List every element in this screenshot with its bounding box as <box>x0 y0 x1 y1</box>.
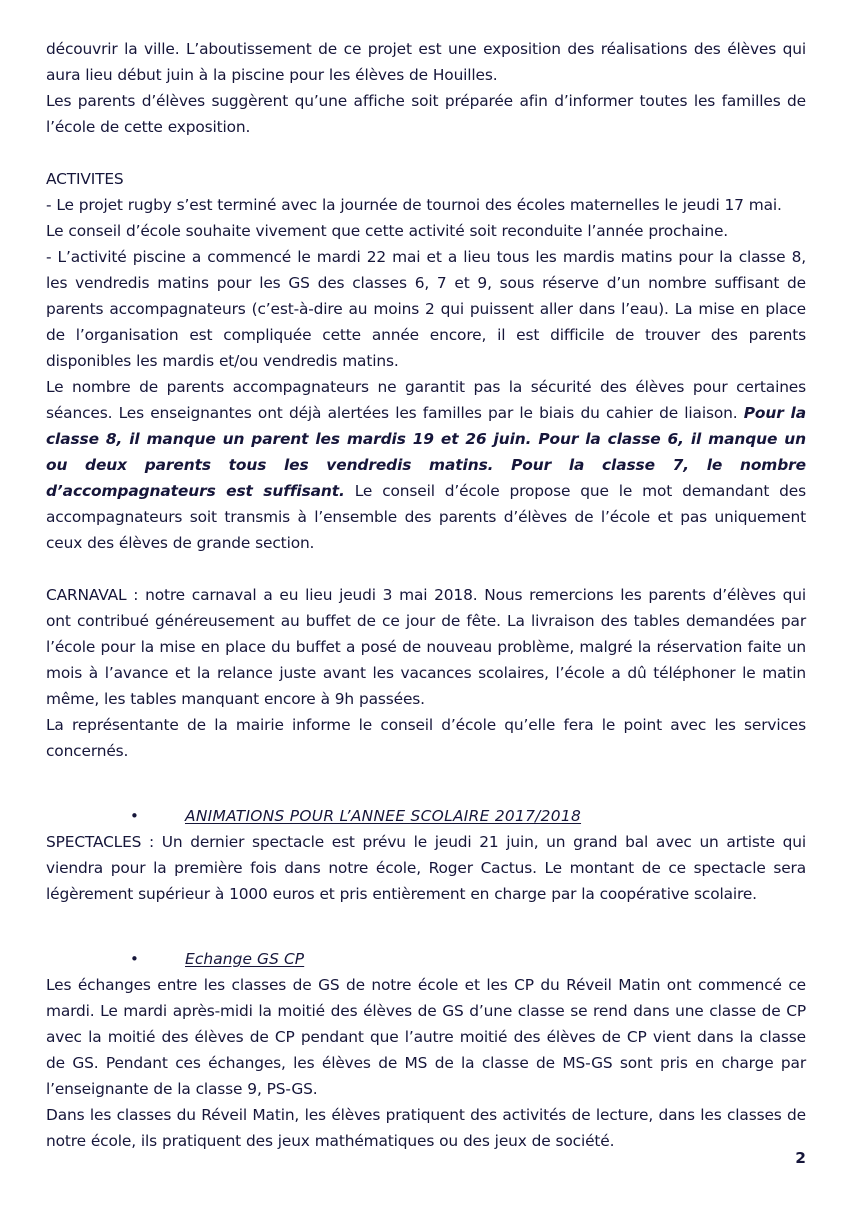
paragraph-reveil-matin: Dans les classes du Réveil Matin, les élèves pratiquent des activités de lecture, dans les classes de notre école, ils pratiquent des jeux mathématiques ou des jeux de société. <box>46 1106 806 1150</box>
securite-tail-text: Le conseil d’école propose que le mot demandant des accompagnateurs soit transmis à l’ensemble des parents d’élèves de l’école et pas uniquement ceux des élèves de grande section. <box>46 482 806 552</box>
paragraph-carnaval: CARNAVAL : notre carnaval a eu lieu jeudi 3 mai 2018. Nous remercions les parents d’élèves qui ont contribué généreusement au buffet de ce jour de fête. La livraison des tables demandées par l’école pour la mise en place du buffet a posé de nouveau problème, malgré la réservation faite un mois à l’avance et la relance juste avant les vacances scolaires, l’école a dû téléphoner le matin même, les tables manquant encore à 9h passées. <box>46 586 806 708</box>
paragraph-intro-affiche: Les parents d’élèves suggèrent qu’une affiche soit préparée afin d’informer toutes les familles de l’école de cette exposition. <box>46 92 806 136</box>
paragraph-intro-exposition: découvrir la ville. L’aboutissement de ce projet est une exposition des réalisations des élèves qui aura lieu début juin à la piscine pour les élèves de Houilles. <box>46 40 806 84</box>
paragraph-mairie: La représentante de la mairie informe le conseil d’école qu’elle fera le point avec les services concernés. <box>46 716 806 760</box>
page-number: 2 <box>795 1149 806 1167</box>
paragraph-spectacles: SPECTACLES : Un dernier spectacle est prévu le jeudi 21 juin, un grand bal avec un artiste qui viendra pour la première fois dans notre école, Roger Cactus. Le montant de ce spectacle sera légèrement supérieur à 1000 euros et pris entièrement en charge par la coopérative scolaire. <box>46 833 806 903</box>
heading-activites: ACTIVITES <box>46 170 124 188</box>
document-body <box>46 36 806 1154</box>
paragraph-echange: Les échanges entre les classes de GS de notre école et les CP du Réveil Matin ont commencé ce mardi. Le mardi après-midi la moitié des élèves de GS d’une classe se rend dans une classe de CP avec la moitié des élèves de CP pendant que l’autre moitié des élèves de CP vient dans la classe de GS. Pendant ces échanges, les élèves de MS de la classe de MS-GS sont pris en charge par l’enseignante de la classe 9, PS-GS. <box>46 976 806 1098</box>
spacer <box>46 764 806 790</box>
paragraph-piscine-item: - L’activité piscine a commencé le mardi 22 mai et a lieu tous les mardis matins pour la classe 8, les vendredis matins pour les GS des classes 6, 7 et 9, sous réserve d’un nombre suffisant de parents accompagnateurs (c’est-à-dire au moins 2 qui puissent aller dans l’eau). La mise en place de l’organisation est compliquée cette année encore, il est difficile de trouver des parents disponibles les mardis et/ou vendredis matins. <box>46 248 806 370</box>
bullet-item-animations <box>46 803 806 829</box>
spacer <box>46 907 806 933</box>
spacer <box>46 790 806 803</box>
securite-emphasis-text: Pour la classe 8, il manque un parent les mardis 19 et 26 juin. Pour la classe 6, il manque un ou deux parents tous les vendredis matins. Pour la classe 7, le nombre d’accompagnateurs est suffisant. <box>46 404 806 500</box>
bullet-point-icon <box>130 946 185 972</box>
bullet-heading-echange: Echange GS CP <box>185 950 305 968</box>
spacer <box>46 556 806 582</box>
bullet-point-icon <box>130 803 185 829</box>
bullet-item-echange <box>46 946 806 972</box>
spacer <box>46 933 806 946</box>
paragraph-rugby-item: - Le projet rugby s’est terminé avec la journée de tournoi des écoles maternelles le jeudi 17 mai. <box>46 196 782 214</box>
bullet-heading-animations: ANIMATIONS POUR L’ANNEE SCOLAIRE 2017/2018 <box>185 807 582 825</box>
spacer <box>46 140 806 166</box>
securite-lead-text: Le nombre de parents accompagnateurs ne garantit pas la sécurité des élèves pour certaines séances. Les enseignantes ont déjà alertées les familles par le biais du cahier de liaison. <box>46 378 806 422</box>
paragraph-rugby-followup: Le conseil d’école souhaite vivement que cette activité soit reconduite l’année prochaine. <box>46 222 729 240</box>
paragraph-securite <box>46 374 806 556</box>
